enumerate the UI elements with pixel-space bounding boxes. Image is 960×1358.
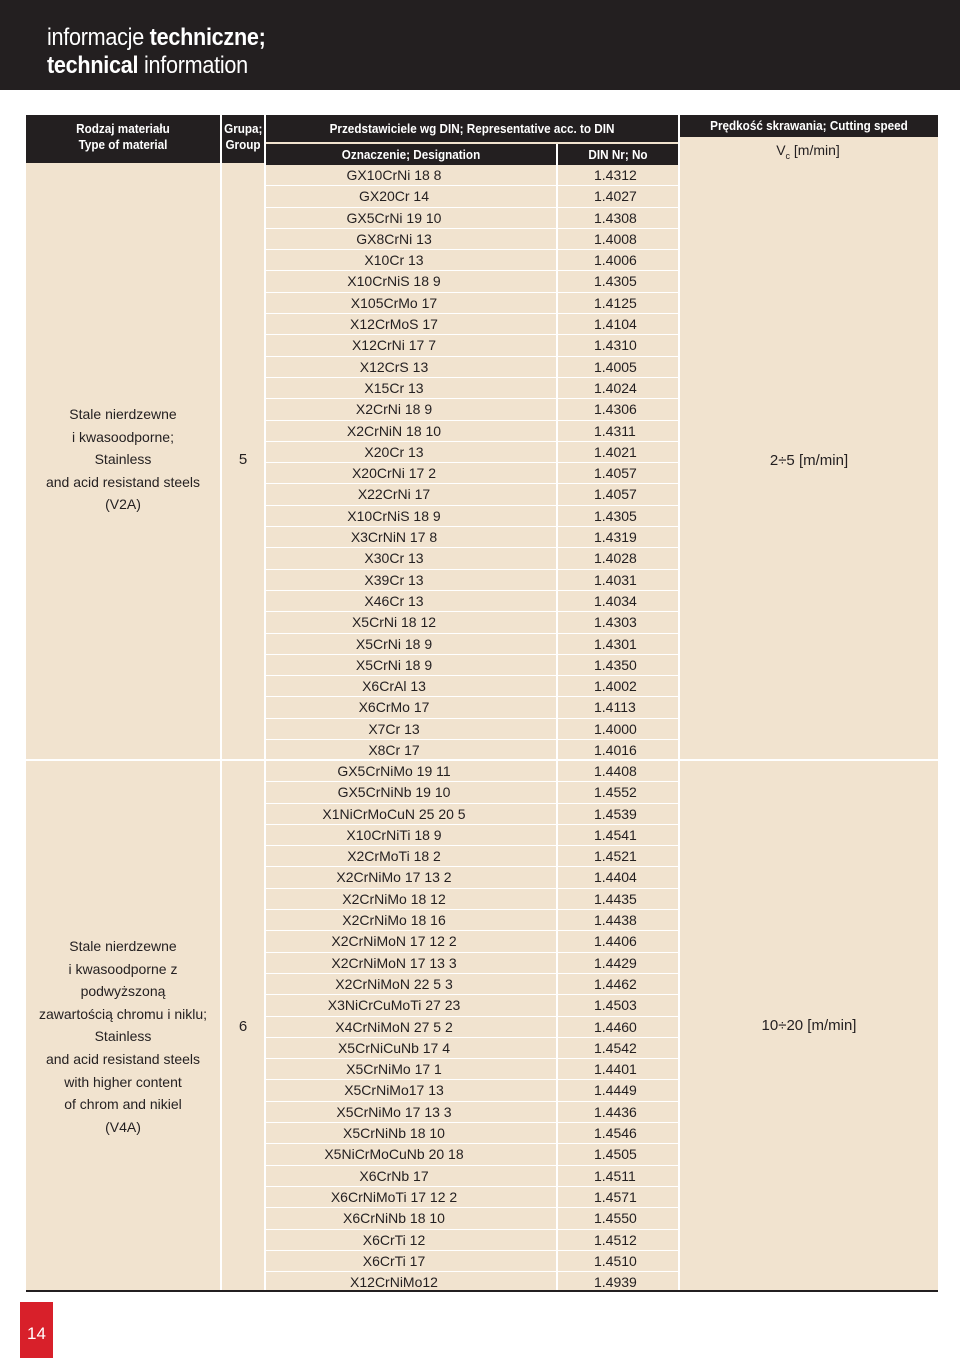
header-cutting-speed: Prędkość skrawania; Cutting speed <box>680 115 938 137</box>
din-number-cell: 1.4312 <box>594 167 637 183</box>
group-6-rows <box>266 761 678 1293</box>
table-row <box>266 229 678 250</box>
table-row <box>266 314 678 335</box>
table-row <box>266 634 678 655</box>
designation-cell: X7Cr 13 <box>368 720 420 737</box>
table-row <box>266 1102 678 1123</box>
din-number-cell: 1.4406 <box>594 933 637 950</box>
din-number-cell: 1.4104 <box>594 316 637 333</box>
din-number-cell: 1.4404 <box>594 869 637 886</box>
table-row <box>266 676 678 697</box>
designation-cell: GX5CrNi 19 10 <box>346 209 442 226</box>
din-number-cell: 1.4028 <box>594 550 637 567</box>
table-row <box>266 1208 678 1229</box>
designation-cell: X12CrMoS 17 <box>350 316 438 333</box>
din-number-cell: 1.4401 <box>594 1061 637 1078</box>
designation-cell: X2CrNiMo 18 16 <box>342 912 446 929</box>
designation-cell: X2CrNi 18 9 <box>355 401 433 418</box>
page-header <box>0 0 960 90</box>
din-number-cell: 1.4449 <box>594 1082 637 1099</box>
designation-cell: X1NiCrMoCuN 25 20 5 <box>322 805 466 822</box>
designation-cell: X10CrNiS 18 9 <box>347 273 441 290</box>
din-number-cell: 1.4571 <box>594 1188 637 1205</box>
din-number-cell: 1.4541 <box>594 826 637 843</box>
din-number-cell: 1.4301 <box>594 635 637 652</box>
designation-cell: X20CrNi 17 2 <box>351 465 437 482</box>
cutting-speed-value: 2÷5 [m/min] <box>769 452 849 469</box>
table-row <box>266 250 678 271</box>
din-number-cell: 1.4303 <box>594 614 637 631</box>
designation-cell: X5CrNiCuNb 17 4 <box>337 1039 451 1056</box>
designation-cell: X39Cr 13 <box>364 571 424 588</box>
din-number-cell: 1.4308 <box>594 209 637 226</box>
din-number-cell: 1.4503 <box>594 997 637 1014</box>
table-row <box>266 931 678 952</box>
designation-cell: X10Cr 13 <box>364 252 424 269</box>
header-din: DIN Nr; No <box>558 144 678 165</box>
din-number-cell: 1.4550 <box>594 1210 637 1227</box>
din-number-cell: 1.4002 <box>594 678 637 695</box>
column-divider <box>678 115 680 1292</box>
din-number-cell: 1.4027 <box>594 188 637 205</box>
din-number-cell: 1.4005 <box>594 358 637 375</box>
table-row <box>266 1187 678 1208</box>
din-number-cell: 1.4505 <box>594 1146 637 1163</box>
din-number-cell: 1.4306 <box>594 401 637 418</box>
designation-cell: X12CrNi 17 7 <box>351 337 437 354</box>
table-row <box>266 889 678 910</box>
din-number-cell: 1.4436 <box>594 1103 637 1120</box>
designation-cell: X12CrS 13 <box>359 358 429 375</box>
designation-cell: X5CrNiMo 17 1 <box>346 1061 442 1078</box>
designation-cell: X12CrNiMo12 <box>350 1274 438 1291</box>
table-row <box>266 612 678 633</box>
din-number-cell: 1.4305 <box>594 507 637 524</box>
designation-cell: X10CrNiS 18 9 <box>347 507 441 524</box>
designation-cell: GX5CrNiMo 19 11 <box>337 763 451 779</box>
table-row <box>266 378 678 399</box>
designation-cell: GX8CrNi 13 <box>356 230 432 247</box>
din-number-cell: 1.4511 <box>594 1167 636 1184</box>
table-row <box>266 335 678 356</box>
din-number-cell: 1.4350 <box>594 656 637 673</box>
din-number-cell: 1.4305 <box>594 273 637 290</box>
din-number-cell: 1.4006 <box>594 252 637 269</box>
din-number-cell: 1.4000 <box>594 720 637 737</box>
page-number: 14 <box>27 1324 46 1343</box>
table-row <box>266 484 678 505</box>
table-row <box>266 697 678 718</box>
designation-cell: X3NiCrCuMoTi 27 23 <box>327 997 461 1014</box>
table-row <box>266 804 678 825</box>
page-title: informacje techniczne; technical information <box>47 24 266 79</box>
din-number-cell: 1.4510 <box>594 1252 637 1269</box>
designation-cell: X2CrNiMo 17 13 2 <box>336 869 452 886</box>
din-number-cell: 1.4435 <box>594 890 637 907</box>
table-row <box>266 825 678 846</box>
table-row <box>266 357 678 378</box>
table-row <box>266 655 678 676</box>
table-row <box>266 548 678 569</box>
table-row <box>266 1230 678 1251</box>
din-number-cell: 1.4125 <box>594 294 637 311</box>
table-row <box>266 463 678 484</box>
table-row <box>266 1251 678 1272</box>
table-row <box>266 846 678 867</box>
designation-cell: X6CrTi 12 <box>362 1231 426 1248</box>
designation-cell: X15Cr 13 <box>364 379 424 396</box>
designation-cell: X10CrNiTi 18 9 <box>346 826 442 843</box>
din-number-cell: 1.4521 <box>594 848 637 865</box>
cutting-speed-value: 10÷20 [m/min] <box>761 1017 857 1034</box>
table-row <box>266 399 678 420</box>
din-number-cell: 1.4034 <box>594 592 637 609</box>
page-number-tab <box>20 1302 53 1358</box>
group-number: 5 <box>238 451 248 468</box>
header-representatives: Przedstawiciele wg DIN; Representative acc. to DIN <box>266 115 678 142</box>
designation-cell: X5CrNi 18 9 <box>355 656 433 673</box>
designation-cell: X105CrMo 17 <box>350 294 438 311</box>
table-row <box>266 271 678 292</box>
table-row <box>266 719 678 740</box>
designation-cell: GX20Cr 14 <box>358 188 430 205</box>
designation-cell: X5CrNi 18 9 <box>355 635 433 652</box>
din-number-cell: 1.4539 <box>594 805 637 822</box>
din-number-cell: 1.4310 <box>594 337 637 354</box>
designation-cell: X2CrNiN 18 10 <box>346 422 442 439</box>
din-number-cell: 1.4939 <box>594 1274 637 1291</box>
designation-cell: X8Cr 17 <box>368 742 420 759</box>
din-number-cell: 1.4438 <box>594 912 637 929</box>
din-number-cell: 1.4113 <box>594 699 636 716</box>
header-group: Grupa; Group <box>222 115 264 163</box>
designation-cell: X6CrMo 17 <box>358 699 430 716</box>
din-number-cell: 1.4542 <box>594 1039 637 1056</box>
table-row <box>266 953 678 974</box>
table-row <box>266 1123 678 1144</box>
din-number-cell: 1.4057 <box>594 465 637 482</box>
din-number-cell: 1.4031 <box>594 571 637 588</box>
din-number-cell: 1.4429 <box>594 954 637 971</box>
table-row <box>266 995 678 1016</box>
designation-cell: X2CrNiMoN 22 5 3 <box>335 975 453 992</box>
header-material: Rodzaj materiału Type of material <box>26 115 220 163</box>
technical-table <box>26 115 938 1292</box>
table-row <box>266 1017 678 1038</box>
designation-cell: X6CrNb 17 <box>359 1167 429 1184</box>
designation-cell: X30Cr 13 <box>364 550 424 567</box>
din-number-cell: 1.4016 <box>594 742 637 759</box>
header-designation: Oznaczenie; Designation <box>266 144 556 165</box>
group-number: 6 <box>238 1018 248 1035</box>
table-row <box>266 1059 678 1080</box>
table-row <box>266 867 678 888</box>
din-number-cell: 1.4024 <box>594 379 637 396</box>
table-row <box>266 910 678 931</box>
din-number-cell: 1.4460 <box>594 1018 637 1035</box>
table-row <box>266 527 678 548</box>
table-bottom-rule <box>26 1290 938 1292</box>
designation-cell: X6CrNiNb 18 10 <box>343 1210 445 1227</box>
designation-cell: X5CrNiMo 17 13 3 <box>336 1103 452 1120</box>
designation-cell: X6CrNiMoTi 17 12 2 <box>330 1188 458 1205</box>
table-row <box>266 442 678 463</box>
din-number-cell: 1.4057 <box>594 486 637 503</box>
table-row <box>266 208 678 229</box>
designation-cell: X4CrNiMoN 27 5 2 <box>335 1018 453 1035</box>
table-row <box>266 1144 678 1165</box>
din-number-cell: 1.4008 <box>594 230 637 247</box>
designation-cell: X2CrNiMoN 17 13 3 <box>331 954 457 971</box>
din-number-cell: 1.4512 <box>594 1231 637 1248</box>
table-row <box>266 761 678 782</box>
table-row <box>266 1038 678 1059</box>
designation-cell: X6CrAl 13 <box>362 678 426 695</box>
din-number-cell: 1.4546 <box>594 1125 637 1142</box>
designation-cell: X2CrMoTi 18 2 <box>347 848 441 865</box>
din-number-cell: 1.4462 <box>594 975 637 992</box>
din-number-cell: 1.4319 <box>594 529 637 546</box>
designation-cell: X3CrNiN 17 8 <box>350 529 438 546</box>
designation-cell: X6CrTi 17 <box>362 1252 426 1269</box>
speed-unit-label: $V_c$ [m/min] <box>776 142 840 161</box>
table-row <box>266 421 678 442</box>
material-description-v4a: Stale nierdzewne i kwasoodporne z podwyższoną zawartością chromu i niklu; Stainless and acid resistand steels with higher content of chrom and nikiel (V4A) <box>38 938 208 1135</box>
table-row <box>266 1166 678 1187</box>
designation-cell: X2CrNiMoN 17 12 2 <box>331 933 457 950</box>
designation-cell: X5CrNi 18 12 <box>351 614 437 631</box>
designation-cell: X5NiCrMoCuNb 20 18 <box>324 1146 464 1163</box>
table-row <box>266 506 678 527</box>
table-row <box>266 974 678 995</box>
table-row <box>266 165 678 186</box>
din-number-cell: 1.4552 <box>594 784 637 801</box>
designation-cell: X46Cr 13 <box>364 592 424 609</box>
table-row <box>266 591 678 612</box>
din-number-cell: 1.4408 <box>594 763 637 779</box>
group-5-rows <box>266 165 678 761</box>
designation-cell: X2CrNiMo 18 12 <box>342 890 446 907</box>
column-divider <box>220 115 222 1292</box>
table-row <box>266 570 678 591</box>
designation-cell: GX5CrNiNb 19 10 <box>337 784 451 801</box>
designation-cell: GX10CrNi 18 8 <box>346 167 442 183</box>
table-row <box>266 293 678 314</box>
material-description-v2a: Stale nierdzewne i kwasoodporne; Stainless and acid resistand steels (V2A) <box>45 406 201 513</box>
din-number-cell: 1.4021 <box>594 443 637 460</box>
designation-cell: X5CrNiNb 18 10 <box>343 1125 445 1142</box>
din-number-cell: 1.4311 <box>594 422 636 439</box>
designation-cell: X20Cr 13 <box>364 443 424 460</box>
table-row <box>266 186 678 207</box>
designation-cell: X5CrNiMo17 13 <box>344 1082 444 1099</box>
designation-cell: X22CrNi 17 <box>357 486 431 503</box>
table-row <box>266 782 678 803</box>
table-row <box>266 1080 678 1101</box>
